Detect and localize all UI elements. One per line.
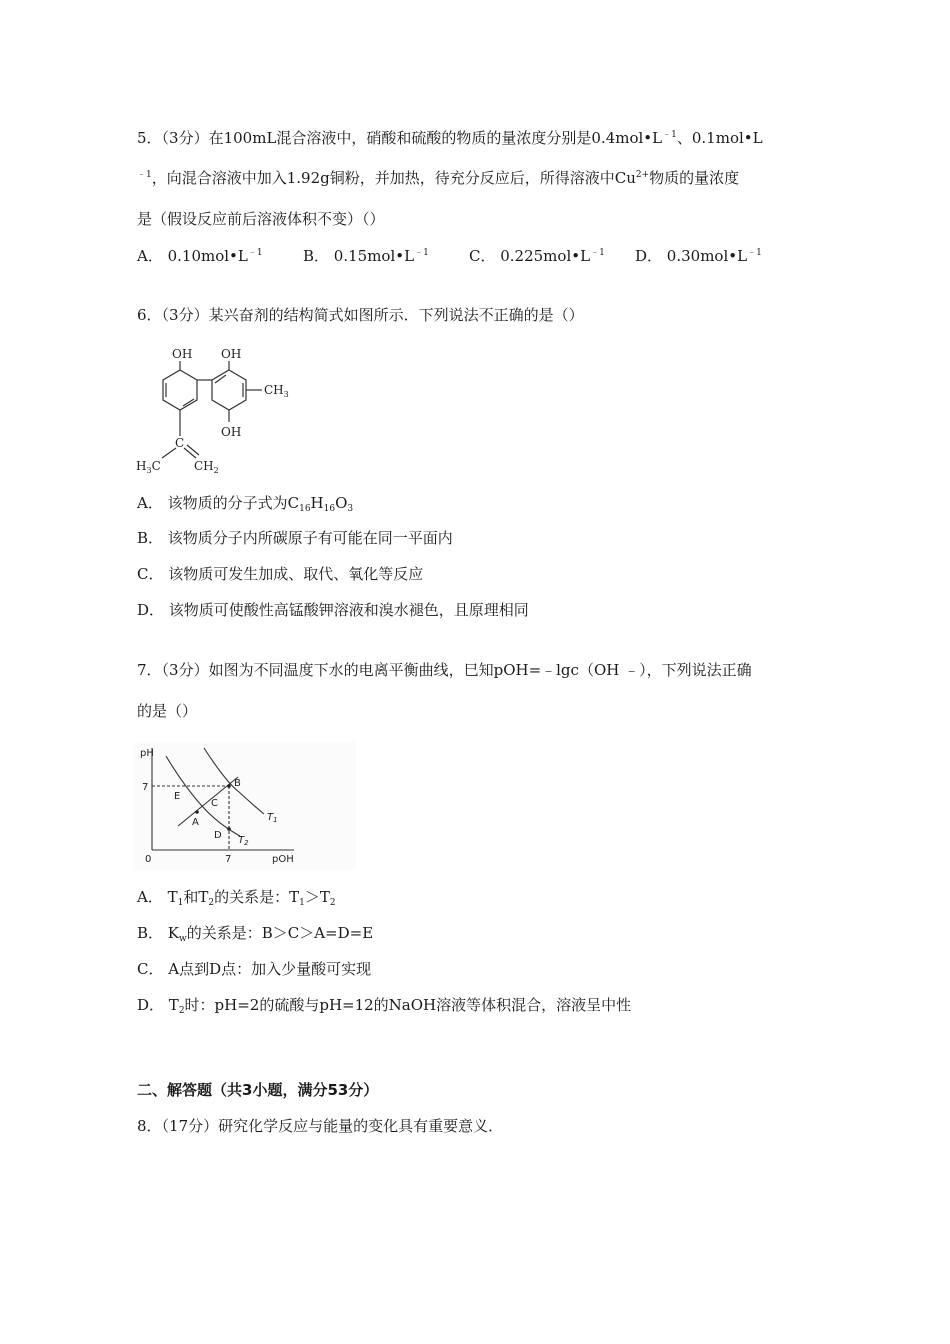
q5-option-b: B． $0.15mol•L^{﹣1}$ — [303, 247, 429, 265]
y-tick-7: 7 — [142, 782, 149, 793]
point-b-label: B — [234, 778, 241, 789]
q7-option-b: B． $K_w$的关系是：B＞C＞A=D=E — [137, 924, 374, 944]
q7-option-c: C． A点到D点：加入少量酸可实现 — [137, 960, 372, 978]
q5-sup-2: ﹣1 — [137, 170, 152, 180]
q5-text-1b: 、0.1mol•L — [676, 129, 763, 147]
q6-option-d: D． 该物质可使酸性高锰酸钾溶液和溴水褪色，且原理相同 — [137, 601, 529, 619]
q7-ionization-curve-figure — [134, 742, 356, 870]
q7-option-a: A． $T_1$和$T_2$的关系是：$T_1>T_2$ — [137, 888, 336, 908]
h3c-label: H — [136, 459, 147, 473]
section-heading: 二、解答题（共3小题，满分53分） — [137, 1081, 379, 1099]
water-ionization-curve-svg — [134, 742, 356, 870]
oh-label-2: OH — [221, 347, 242, 361]
q5-text-2: ，向混合溶液中加入1.92g铜粉，并加热，待充分反应后，所得溶液中Cu — [151, 169, 636, 187]
q5-option-c: C． $0.225mol•L^{﹣1}$ — [469, 247, 605, 265]
svg-text:T2: $T_2$ — [238, 835, 249, 847]
q6-option-b: B． 该物质分子内所碳原子有可能在同一平面内 — [137, 529, 453, 547]
q5-text-3: 是（假设反应前后溶液体积不变）（） — [137, 210, 385, 228]
ch2-label: CH — [194, 459, 214, 473]
oh-label-1: OH — [172, 347, 193, 361]
q8-stem: 8．（17分）研究化学反应与能量的变化具有重要意义． — [137, 1117, 504, 1135]
q5-sup-1: ﹣1 — [662, 130, 677, 140]
q5-line2 — [137, 168, 739, 188]
y-axis-label: pH — [140, 748, 154, 759]
t2-label: T — [238, 835, 245, 846]
q6-stem: 6．（3分）某兴奋剂的结构简式如图所示．下列说法不正确的是（） — [137, 306, 584, 324]
q5-text-2b: 物质的量浓度 — [649, 169, 740, 187]
point-c-label: C — [211, 798, 218, 809]
q7-stem-line1: 7．（3分）如图为不同温度下水的电离平衡曲线，巳知pOH=﹣lgc（OH ﹣），下列说法正确 — [137, 661, 752, 679]
svg-text:CH3: $CH_3$ — [264, 383, 289, 399]
ch3-label: CH — [264, 383, 284, 397]
origin-label: 0 — [145, 854, 152, 865]
oh-label-3: OH — [221, 425, 242, 439]
q7-stem-line2: 的是（） — [137, 702, 198, 720]
x-tick-7: 7 — [225, 854, 232, 865]
q5-line3 — [137, 209, 385, 229]
c-label: C — [175, 436, 185, 450]
x-axis-label: pOH — [272, 854, 294, 865]
svg-text:H3C: $H_3C$ — [136, 459, 161, 475]
molecule-structure-svg — [130, 344, 305, 482]
q6-option-c: C． 该物质可发生加成、取代、氧化等反应 — [137, 565, 424, 583]
t1-label: T — [267, 812, 274, 823]
q7-option-d: D． $T_2$时：pH=2的硫酸与pH=12的NaOH溶液等体积混合，溶液呈中性 — [137, 996, 632, 1016]
q5-line1 — [137, 128, 763, 148]
q5-option-d: D． $0.30mol•L^{﹣1}$ — [635, 247, 762, 265]
q5-options — [137, 246, 817, 266]
q5-text-1: 5．（3分）在100mL混合溶液中，硝酸和硫酸的物质的量浓度分别是0.4mol•L — [137, 129, 663, 147]
point-d-label: D — [214, 830, 222, 841]
q5-option-a: A． $0.10mol•L^{﹣1}$ — [137, 247, 263, 265]
q5-sup-3: 2+ — [635, 170, 650, 180]
point-a-label: A — [192, 817, 199, 828]
q6-structure-figure — [130, 344, 305, 482]
svg-text:T1: $T_1$ — [267, 812, 278, 824]
q6-option-a: A． 该物质的分子式为$C_{16}H_{16}O_3$ — [137, 494, 354, 514]
svg-text:CH2: $CH_2$ — [194, 459, 219, 475]
point-e-label: E — [174, 791, 181, 802]
